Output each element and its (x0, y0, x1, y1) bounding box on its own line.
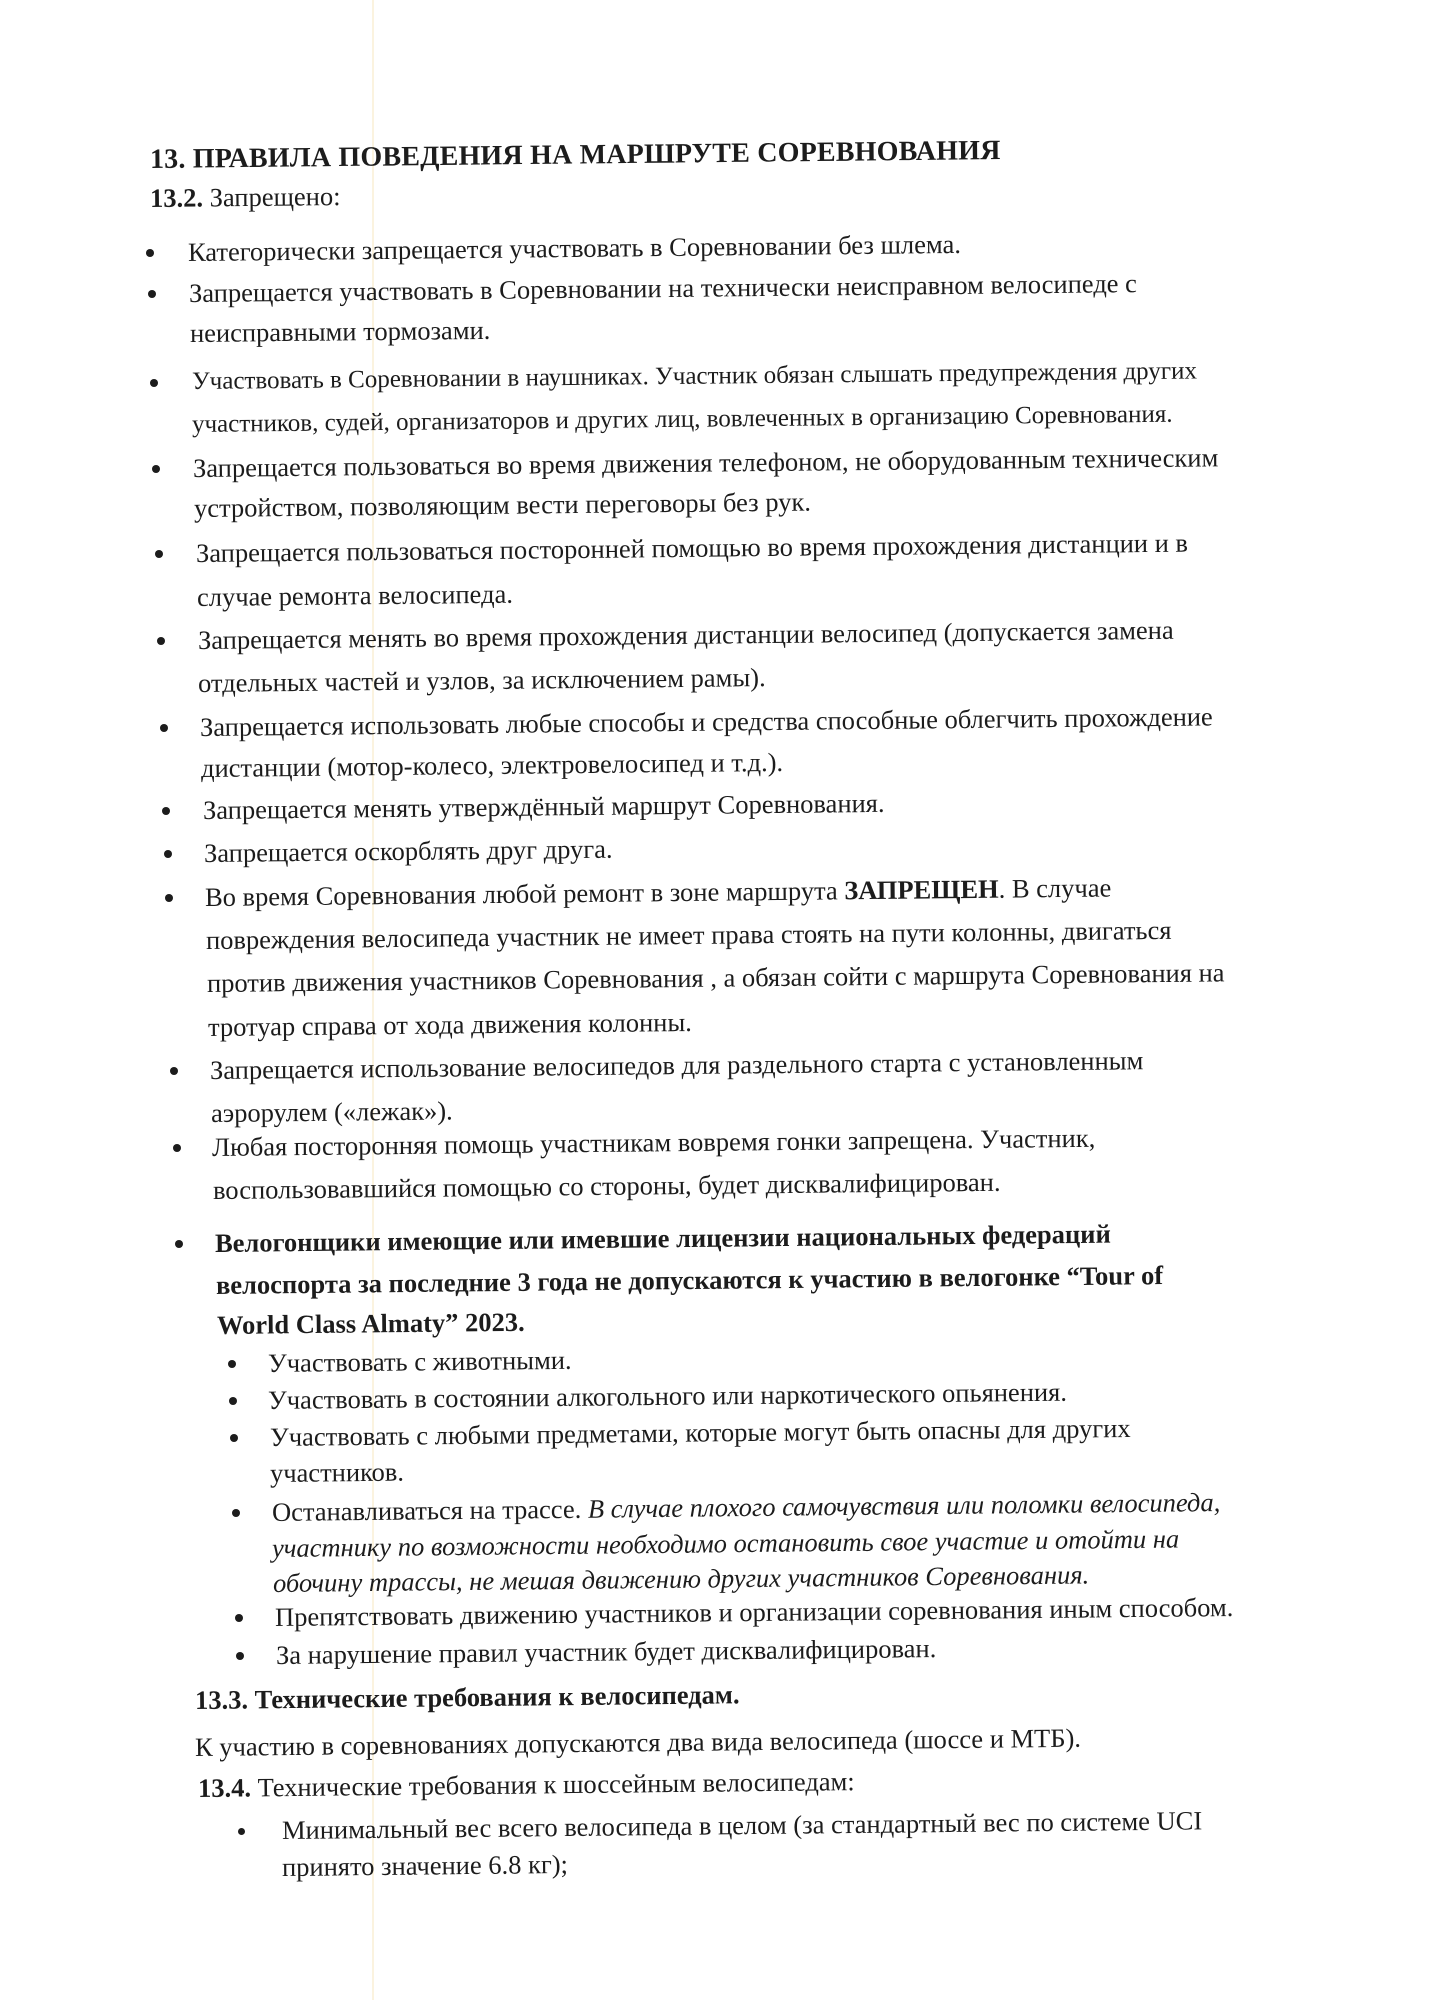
list-item-text: Запрещается использование велосипедов для раздельного старта с установленным (209, 1045, 1144, 1085)
list-item-text (205, 872, 1112, 913)
subsection-13-2 (150, 180, 341, 214)
subsection-title: Запрещено: (209, 181, 341, 213)
bullet-icon (165, 894, 173, 902)
subsection-13-3-title: 13.3. Технические требования к велосипедам. (194, 1679, 740, 1715)
bullet-icon (228, 1360, 236, 1368)
bullet-icon (229, 1397, 237, 1405)
list-item-text: обочину трассы, не мешая движению других участников Соревнования. (272, 1559, 1090, 1598)
list-item-text: Запрещается менять во время прохождения дистанции велосипед (допускается замена (197, 614, 1174, 655)
list-item-text: Минимальный вес всего велосипеда в целом (за стандартный вес по системе UCI (281, 1805, 1203, 1845)
list-item-text: Запрещается пользоваться посторонней помощью во время прохождения дистанции и в (195, 527, 1189, 568)
list-item-text: принято значение 6.8 кг); (281, 1849, 569, 1882)
section-heading: 13. ПРАВИЛА ПОВЕДЕНИЯ НА МАРШРУТЕ СОРЕВНОВАНИЯ (149, 135, 1001, 175)
list-item-text: Запрещается менять утверждённый маршрут Соревнования. (202, 787, 885, 825)
bullet-icon (148, 290, 156, 298)
list-item-text: Категорически запрещается участвовать в Соревновании без шлема. (187, 228, 962, 267)
bullet-icon (160, 724, 168, 732)
subsection-13-3-text: К участию в соревнованиях допускаются два вида велосипеда (шоссе и МТБ). (194, 1722, 1082, 1762)
list-item-text: участнику по возможности необходимо остановить свое участие и отойти на (271, 1523, 1180, 1563)
list-item-text: дистанции (мотор-колесо, электровелосипед и т.д.). (200, 746, 784, 783)
emphasis-text: ЗАПРЕЩЕН (844, 873, 999, 906)
bullet-icon (162, 807, 170, 815)
subsection-number: 13.4. (197, 1772, 252, 1803)
bullet-icon (164, 850, 172, 858)
bullet-icon (150, 379, 158, 387)
list-item-text: велоспорта за последние 3 года не допускаются к участию в велогонке “Tour of (215, 1260, 1164, 1300)
list-item-text: Запрещается пользоваться во время движения телефоном, не оборудованным техническим (192, 442, 1219, 483)
text-segment: Останавливаться на трассе. (271, 1493, 589, 1527)
bullet-icon (235, 1614, 243, 1622)
bullet-icon (232, 1509, 240, 1517)
bullet-icon (175, 1240, 183, 1248)
bullet-icon (236, 1652, 244, 1660)
list-item-text: Запрещается участвовать в Соревновании на технически неисправном велосипеде с (188, 268, 1138, 308)
text-segment: Во время Соревнования любой ремонт в зоне маршрута (204, 875, 845, 912)
list-item-text (272, 1486, 1221, 1528)
list-item-text: За нарушение правил участник будет дисквалифицирован. (275, 1633, 937, 1670)
list-item-text: отдельных частей и узлов, за исключением рамы). (197, 662, 766, 698)
list-item-text: Участвовать в Соревновании в наушниках. Участник обязан слышать предупреждения других (191, 357, 1198, 395)
list-item-text: участников, судей, организаторов и других лиц, вовлеченных в организацию Соревнования. (191, 400, 1173, 438)
list-item-text: участников. (269, 1456, 405, 1488)
list-item-text: Велогонщики имеющие или имевшие лицензии национальных федераций (214, 1218, 1111, 1258)
subsection-title: Технические требования к шоссейным велосипедам: (257, 1766, 855, 1803)
bullet-icon (152, 465, 160, 473)
list-item-text: Любая посторонняя помощь участникам вовремя гонки запрещена. Участник, (211, 1122, 1096, 1162)
subsection-13-4 (198, 1765, 855, 1804)
text-segment: . В случае (998, 872, 1112, 904)
list-item-text: неисправными тормозами. (189, 314, 491, 348)
list-item-text: против движения участников Соревнования , а обязан сойти с маршрута Соревнования на (206, 957, 1225, 998)
bullet-icon (155, 550, 163, 558)
list-item-text: Участвовать с любыми предметами, которые могут быть опасны для других (269, 1412, 1131, 1452)
list-item-text: Участвовать в состоянии алкогольного или наркотического опьянения. (267, 1376, 1068, 1415)
bullet-icon (170, 1067, 178, 1075)
list-item-text: World Class Almaty” 2023. (216, 1306, 525, 1340)
list-item-text: Запрещается использовать любые способы и средства способные облегчить прохождение (199, 701, 1213, 742)
list-item-text: устройством, позволяющим вести переговоры без рук. (193, 486, 812, 523)
list-item-text: повреждения велосипеда участник не имеет права стоять на пути колонны, двигаться (205, 914, 1172, 955)
subsection-number: 13.2. (149, 182, 204, 213)
list-item-text: Препятствовать движению участников и организации соревнования иным способом. (274, 1591, 1234, 1632)
list-item-text: Участвовать с животными. (267, 1344, 572, 1378)
bullet-icon (230, 1434, 238, 1442)
bullet-icon (238, 1828, 245, 1835)
bullet-icon (173, 1144, 181, 1152)
list-item-text: воспользовавшийся помощью со стороны, будет дисквалифицирован. (212, 1166, 1001, 1205)
list-item-text: аэрорулем («лежак»). (210, 1095, 453, 1128)
list-item-text: тротуар справа от хода движения колонны. (207, 1006, 692, 1042)
bullet-icon (157, 637, 165, 645)
italic-text: В случае плохого самочувствия или поломки велосипеда, (587, 1487, 1221, 1524)
list-item-text: случае ремонта велосипеда. (196, 578, 514, 612)
bullet-icon (146, 249, 154, 257)
list-item-text: Запрещается оскорблять друг друга. (203, 833, 613, 868)
